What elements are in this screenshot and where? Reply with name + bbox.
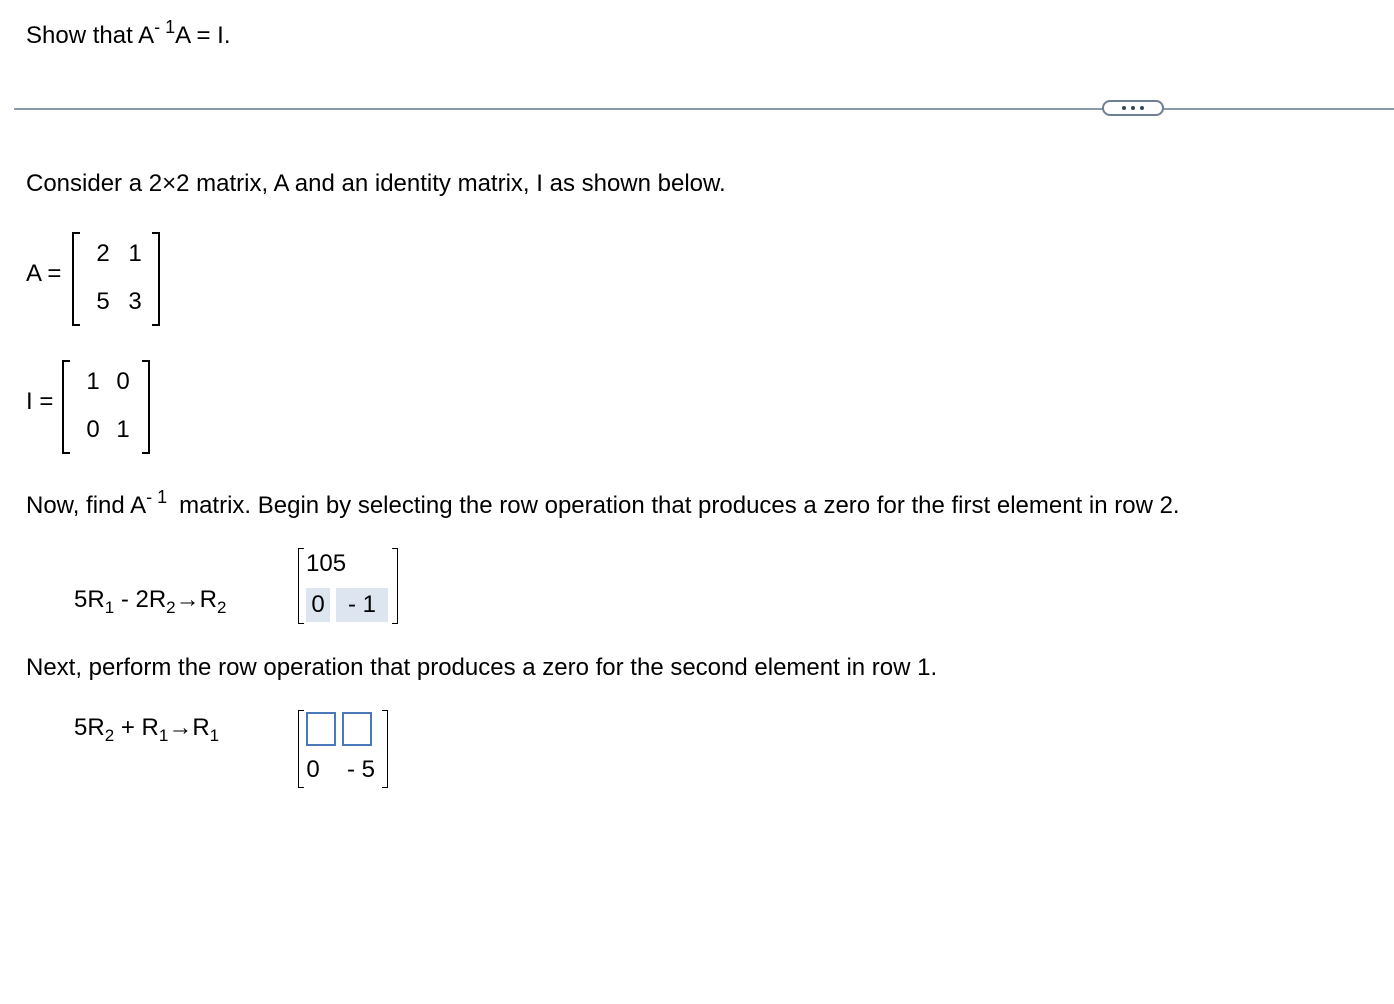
step1-sup: - 1 (146, 487, 168, 507)
step2-result-cell: - 5 (346, 756, 375, 783)
op-sub: 1 (158, 726, 169, 745)
op-sub: 1 (209, 726, 220, 745)
more-options-button[interactable] (1102, 100, 1164, 116)
matrix-i-cell: 1 (116, 416, 130, 443)
question-title (26, 17, 231, 50)
op-sub: 1 (104, 598, 115, 617)
dot-icon (1122, 106, 1126, 110)
step2-result-cell: 0 (306, 756, 320, 783)
answer-input-row1-col2[interactable] (342, 712, 372, 746)
matrix-a-cell: 3 (128, 288, 142, 315)
step1-result-matrix (298, 548, 398, 624)
op-term: 5R (74, 586, 105, 613)
divider (14, 108, 1394, 110)
step1-result-cell[interactable]: 0 (306, 588, 330, 622)
op-sub: 2 (166, 598, 176, 617)
step2-row-operation (74, 714, 220, 745)
matrix-i-cell: 0 (116, 368, 130, 395)
step1-prefix: Now, find A (26, 492, 147, 519)
dot-icon (1131, 106, 1135, 110)
question-sup: - 1 (154, 17, 176, 37)
step1-result-cell[interactable]: - 1 (336, 588, 388, 622)
step2-instruction: Next, perform the row operation that produces a zero for the second element in row 1. (26, 654, 938, 681)
dot-icon (1140, 106, 1144, 110)
answer-input-row1-col1[interactable] (306, 712, 336, 746)
question-prefix: Show that A (26, 22, 155, 49)
arrow-icon: →R (168, 714, 210, 741)
question-suffix: A = I. (175, 22, 231, 49)
matrix-i-label: I = (26, 388, 54, 415)
op-sub: 2 (104, 726, 115, 745)
matrix-a-cell: 2 (96, 240, 110, 267)
op-sub: 2 (216, 598, 227, 617)
matrix-a (72, 232, 160, 326)
op-term: 5R (74, 714, 105, 741)
op-term: - 2R (114, 586, 167, 613)
op-term: + R (114, 714, 159, 741)
arrow-icon: →R (175, 586, 217, 613)
step1-row-operation (74, 586, 227, 617)
matrix-i-cell: 1 (86, 368, 100, 395)
step2-result-matrix (298, 710, 388, 788)
matrix-i-cell: 0 (86, 416, 100, 443)
matrix-a-cell: 5 (96, 288, 110, 315)
matrix-a-label: A = (26, 260, 62, 287)
matrix-a-cell: 1 (128, 240, 142, 267)
step1-result-row1: 105 (306, 550, 347, 577)
matrix-i (62, 360, 150, 454)
step1-suffix: matrix. Begin by selecting the row operation that produces a zero for the first element in row 2. (179, 492, 1180, 519)
intro-text: Consider a 2×2 matrix, A and an identity matrix, I as shown below. (26, 170, 726, 197)
step1-instruction (26, 487, 1180, 520)
